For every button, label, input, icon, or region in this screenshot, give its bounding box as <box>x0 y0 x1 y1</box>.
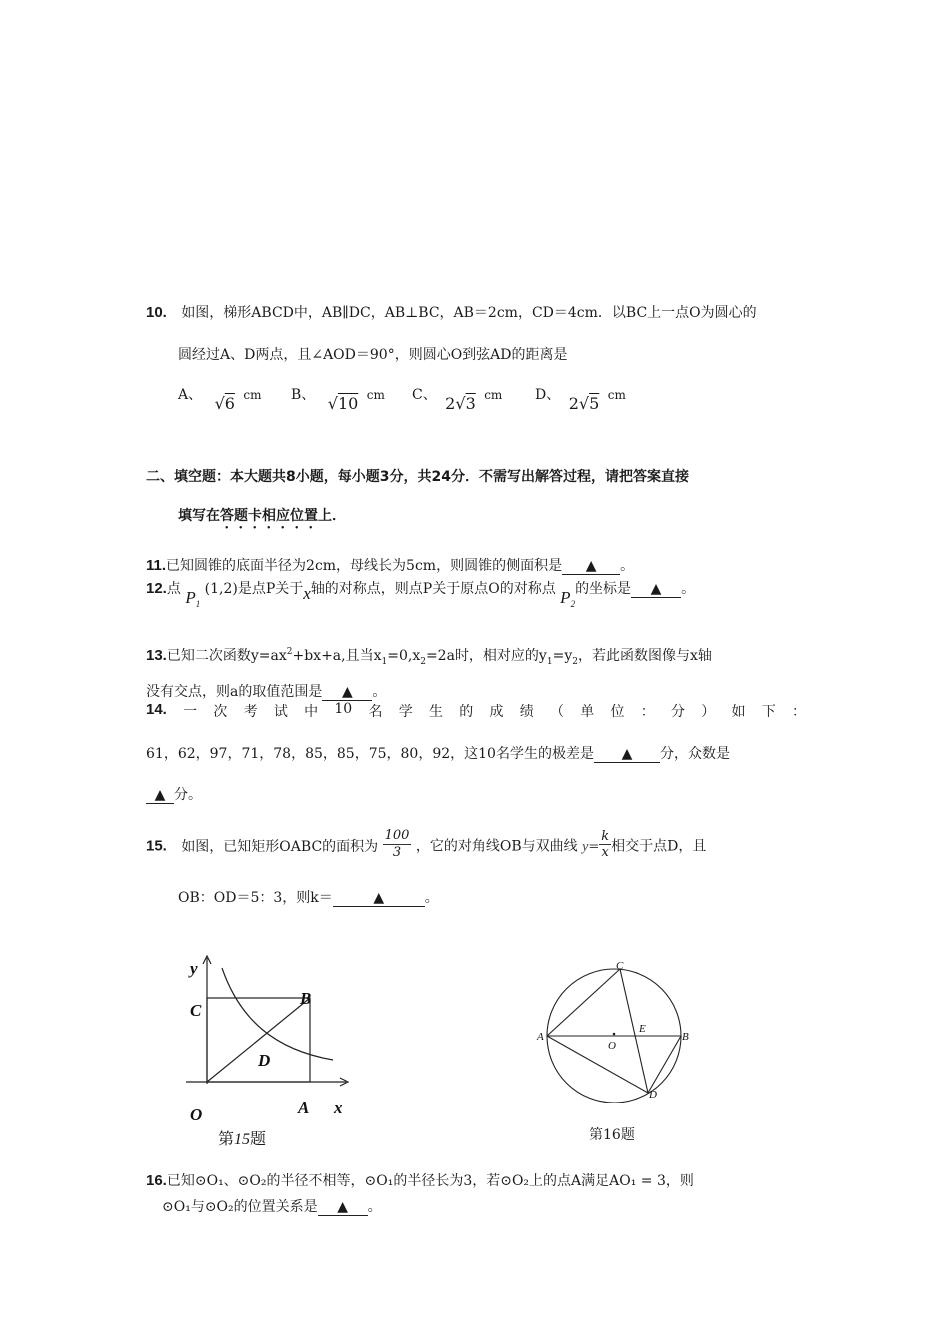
label-C: C <box>616 960 624 972</box>
p2-symbol: $P_2$ <box>560 588 576 609</box>
figure-16-caption: 第16题 <box>589 1127 635 1143</box>
q15-answer-blank[interactable]: ▲ <box>333 891 425 907</box>
chord-BD <box>648 1036 681 1093</box>
q10-option-c <box>412 384 503 413</box>
hyperbola <box>222 968 333 1060</box>
q14-char: 的 <box>459 704 474 720</box>
q14-char: 生 <box>428 704 443 720</box>
label-D: D <box>258 1051 271 1070</box>
label-E: E <box>639 1023 646 1035</box>
q14-char: 如 <box>731 704 746 720</box>
q15-number: 15. <box>146 837 167 855</box>
q14-char: 试 <box>273 704 288 720</box>
label-D: D <box>649 1089 657 1101</box>
q14-char: ： <box>640 704 655 720</box>
q15-line2: OB：OD＝5：3，则k＝ ▲ 。 <box>178 890 439 906</box>
q16-line2: ⊙O₁与⊙O₂的位置关系是 ▲ 。 <box>162 1199 382 1215</box>
q11-text: 已知圆锥的底面半径为2cm，母线长为5cm，则圆锥的侧面积是 <box>166 558 563 574</box>
fraction-k-x: $\frac{k}{x}$ <box>601 829 610 860</box>
q14-char: 名 <box>368 704 383 720</box>
q10-text-1: 如图，梯形ABCD中，AB∥DC，AB⊥BC，AB＝2cm，CD＝4cm．以BC上一点O为圆心的 <box>181 305 757 321</box>
q10-option-a <box>178 384 262 413</box>
q14-char: ： <box>791 704 806 720</box>
q14-char: 单 <box>580 704 595 720</box>
q12-end: 。 <box>681 581 696 597</box>
center-dot <box>613 1033 616 1036</box>
q11-end: 。 <box>620 558 635 574</box>
q14-char: 中 <box>304 704 319 720</box>
q14-char: ） <box>701 704 716 720</box>
q14-line2: 61，62，97，71，78，85，85，75，80，92，这10名学生的极差是 ▲ 分，众数是 <box>146 746 730 762</box>
q14-char: （ <box>549 704 564 720</box>
label-B: B <box>300 989 312 1008</box>
q14-char: 10 <box>334 701 353 717</box>
figure-16 <box>536 958 696 1103</box>
option-label: D、 <box>535 387 561 403</box>
option-label: B、 <box>291 387 316 403</box>
p1-symbol: $P_1$ <box>185 588 201 609</box>
q14-char: 位 <box>610 704 625 720</box>
q14-answer-blank-2[interactable]: ▲ <box>146 788 174 804</box>
q14-char: 学 <box>398 704 413 720</box>
chord-AD <box>547 1036 648 1093</box>
section2-text-a: 填写在 <box>178 508 220 524</box>
q14-char: 考 <box>243 704 258 720</box>
q14-char: 下 <box>761 704 776 720</box>
x-symbol: x <box>303 584 311 603</box>
label-O: O <box>190 1105 203 1120</box>
q13-answer-blank[interactable]: ▲ <box>322 685 372 701</box>
q12-answer-blank[interactable]: ▲ <box>631 582 681 598</box>
q16-line1: 16.已知⊙O₁、⊙O₂的半径不相等，⊙O₁的半径长为3，若⊙O₂上的点A满足AO₁ = 3，则 <box>146 1172 694 1189</box>
option-value: √6 <box>214 394 235 413</box>
label-C: C <box>190 1001 202 1020</box>
option-value: 2√3 <box>445 394 476 413</box>
q12-text: 的坐标是 <box>575 581 632 597</box>
q12-text: 点 <box>166 581 181 597</box>
q12-text: 轴的对称点，则点P关于原点O的对称点 <box>310 581 556 597</box>
option-unit: cm <box>243 388 262 402</box>
q14-char: 成 <box>489 704 504 720</box>
label-A: A <box>298 1098 310 1117</box>
q14-char: 一 <box>183 704 198 720</box>
q11 <box>146 555 634 575</box>
option-unit: cm <box>607 388 626 402</box>
q11-number: 11. <box>146 557 167 574</box>
chord-AC <box>547 969 620 1036</box>
q12-text: (1,2)是点P关于 <box>204 581 304 597</box>
q14-char: 绩 <box>519 704 534 720</box>
q10-number: 10. <box>146 304 167 321</box>
q13-line2: 没有交点，则a的取值范围是 ▲ 。 <box>146 684 387 700</box>
option-unit: cm <box>366 388 385 402</box>
q14-line1 <box>146 701 806 721</box>
q10-line1 <box>146 302 757 322</box>
fraction-100-3: $\frac{100}{3}$ <box>384 828 410 860</box>
q14-char: 分 <box>670 704 685 720</box>
label-A: A <box>537 1031 544 1043</box>
section2-line2 <box>178 505 346 532</box>
q16-answer-blank[interactable]: ▲ <box>318 1200 368 1216</box>
option-unit: cm <box>484 388 503 402</box>
section2-text-c: 上． <box>318 508 346 524</box>
section2-line1: 二、填空题：本大题共8小题，每小题3分，共24分．不需写出解答过程，请把答案直接 <box>146 469 689 485</box>
q10-option-b <box>291 384 385 413</box>
option-label: A、 <box>178 387 203 403</box>
q12 <box>146 578 696 609</box>
option-value: 2√5 <box>568 394 600 413</box>
label-B: B <box>682 1031 689 1043</box>
figure-15 <box>180 950 370 1120</box>
q10-line2: 圆经过A、D两点，且∠AOD＝90°，则圆心O到弦AD的距离是 <box>178 347 568 363</box>
q14-number: 14. <box>146 701 167 718</box>
figure-15-caption: 第15题 <box>218 1129 267 1148</box>
q11-answer-blank[interactable]: ▲ <box>562 559 620 575</box>
q13-number: 13. <box>146 647 167 664</box>
q15-line1: 15. 如图，已知矩形OABC的面积为 $\frac{100}{3}$ ，它的对角线OB与双曲线 y= $\frac{k}{x}$ 相交于点D，且 <box>146 828 707 860</box>
label-y: y <box>190 959 198 978</box>
option-label: C、 <box>412 387 437 403</box>
q14-answer-blank-1[interactable]: ▲ <box>594 747 660 763</box>
option-value: √10 <box>327 394 359 413</box>
q13-line1: 13.已知二次函数$y=ax^2+bx+a$,且当$x_1=0,x_2=2a$时，相对应的$y_1=y_2$，若此函数图像与x轴 <box>146 647 712 667</box>
q12-number: 12. <box>146 580 167 597</box>
label-x: x <box>334 1098 343 1117</box>
label-O: O <box>608 1040 616 1052</box>
section2-emphasis: 答题卡相应位置 <box>220 508 318 524</box>
q10-option-d <box>535 384 626 413</box>
q14-line3: ▲ 分。 <box>146 784 202 804</box>
q16-number: 16. <box>146 1172 167 1189</box>
q14-char: 次 <box>213 704 228 720</box>
